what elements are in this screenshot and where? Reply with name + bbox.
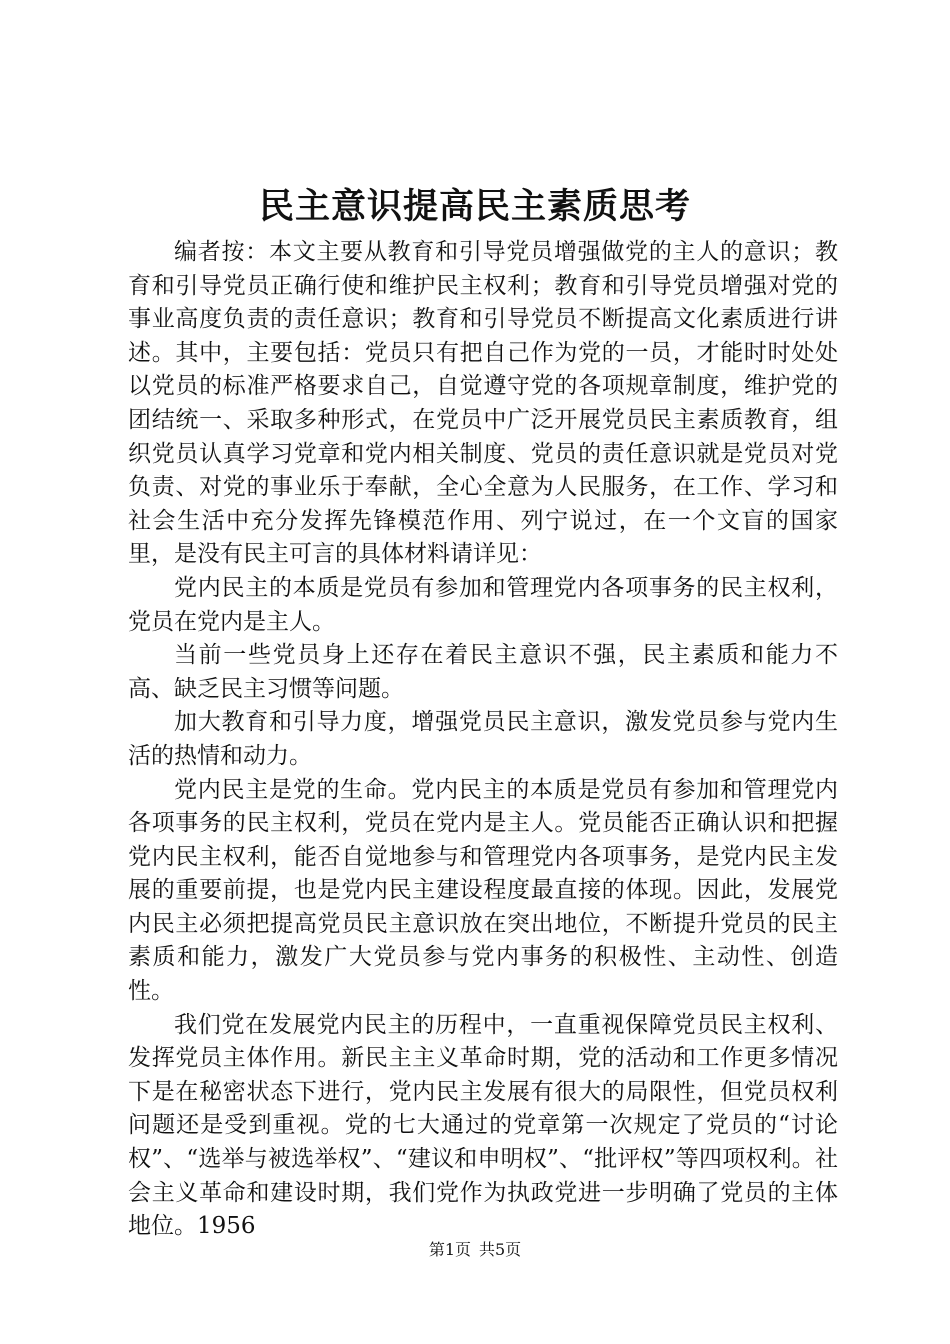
paragraph: 加大教育和引导力度，增强党员民主意识，激发党员参与党内生活的热情和动力。 bbox=[128, 709, 838, 769]
document-body bbox=[128, 236, 838, 1244]
page-footer bbox=[0, 1238, 950, 1262]
page-number: 第1页 bbox=[428, 1240, 471, 1259]
document-title: 民主意识提高民主素质思考 bbox=[258, 186, 691, 227]
paragraph: 我们党在发展党内民主的历程中，一直重视保障党员民主权利、发挥党员主体作用。新民主主义革命时期，党的活动和工作更多情况下是在秘密状态下进行，党内民主发展有很大的局限性，但党员权利问题还是受到重视。党的七大通过的党章第一次规定了党员的“讨论权”、“选举与被选举权”、“建议和申明权”、“批评权”等四项权利。社会主义革命和建设时期，我们党作为执政党进一步明确了党员的主体地位。1956 bbox=[128, 1011, 838, 1240]
page-total: 共5页 bbox=[479, 1240, 522, 1259]
paragraph-editor-note: 编者按：本文主要从教育和引导党员增强做党的主人的意识；教育和引导党员正确行使和维护民主权利；教育和引导党员增强对党的事业高度负责的责任意识；教育和引导党员不断提高文化素质进行讲述。其中，主要包括：党员只有把自己作为党的一员，才能时时处处以党员的标准严格要求自己，自觉遵守党的各项规章制度，维护党的团结统一、采取多种形式，在党员中广泛开展党员民主素质教育，组织党员认真学习党章和党内相关制度、党员的责任意识就是党员对党负责、对党的事业乐于奉献，全心全意为人民服务，在工作、学习和社会生活中充分发挥先锋模范作用、列宁说过，在一个文盲的国家里，是没有民主可言的具体材料请详见： bbox=[128, 239, 838, 568]
paragraph: 党内民主的本质是党员有参加和管理党内各项事务的民主权利，党员在党内是主人。 bbox=[128, 574, 838, 635]
paragraph: 党内民主是党的生命。党内民主的本质是党员有参加和管理党内各项事务的民主权利，党员在党内是主人。党员能否正确认识和把握党内民主权利，能否自觉地参与和管理党内各项事务，是党内民主发展的重要前提，也是党内民主建设程度最直接的体现。因此，发展党内民主必须把提高党员民主意识放在突出地位，不断提升党员的民主素质和能力，激发广大党员参与党内事务的积极性、主动性、创造性。 bbox=[128, 776, 838, 1005]
paragraph: 当前一些党员身上还存在着民主意识不强，民主素质和能力不高、缺乏民主习惯等问题。 bbox=[128, 642, 838, 702]
